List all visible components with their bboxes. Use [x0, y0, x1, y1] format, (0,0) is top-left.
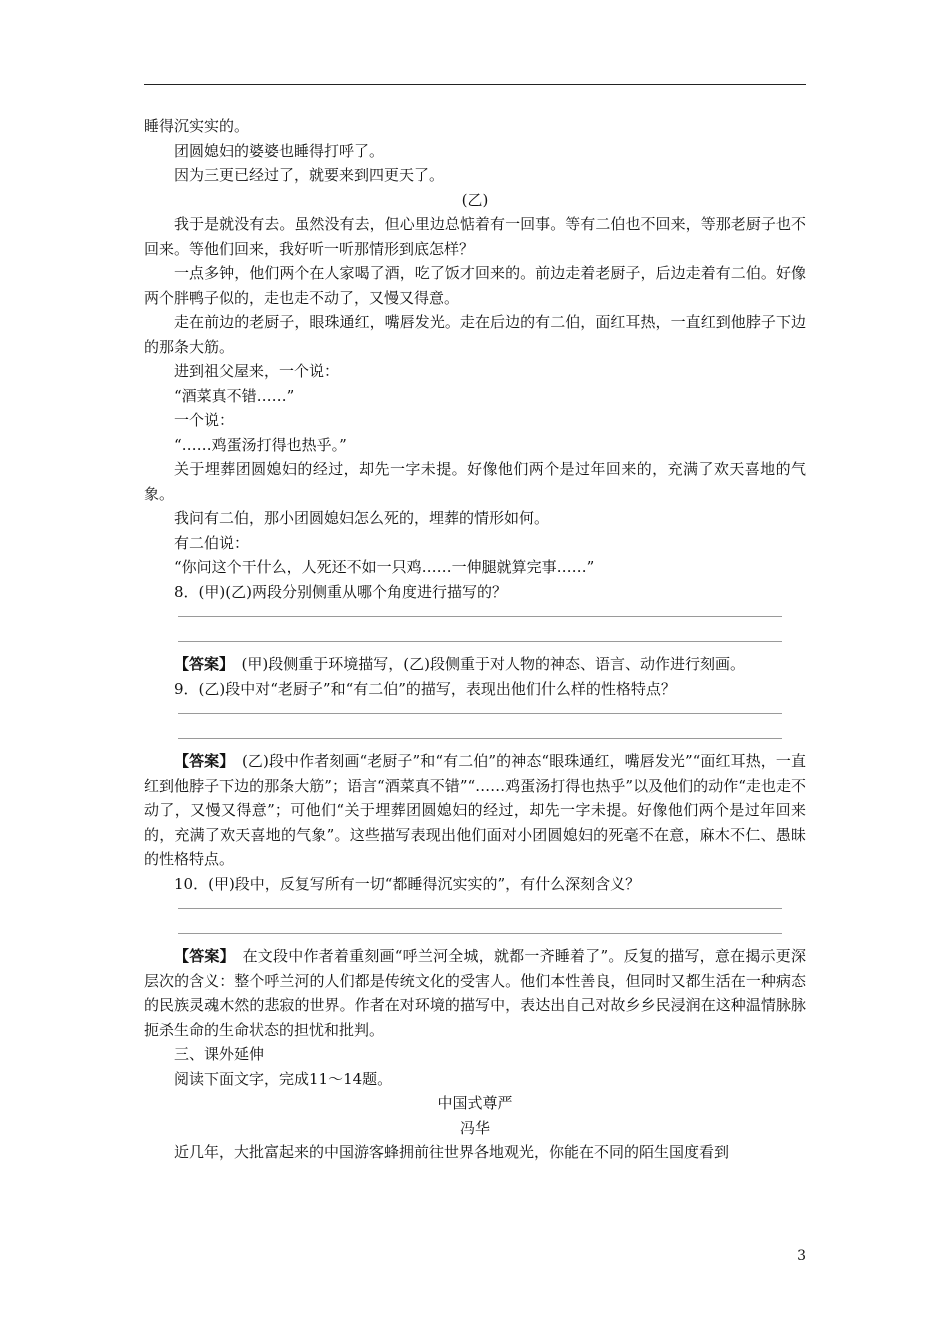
text-paragraph: 关于埋葬团圆媳妇的经过，却先一字未提。好像他们两个是过年回来的，充满了欢天喜地的气象。	[144, 460, 806, 503]
answer-blank-line	[178, 713, 782, 714]
dialogue-line: “酒菜真不错……”	[174, 386, 295, 405]
text-paragraph: 走在前边的老厨子，眼珠通红，嘴唇发光。走在后边的有二伯，面红耳热，一直红到他脖子下边的那条大筋。	[144, 313, 806, 356]
answer-label: 【答案】	[174, 655, 227, 673]
answer-blank-line	[178, 933, 782, 934]
section-3-instruction: 阅读下面文字，完成11～14题。	[174, 1069, 393, 1088]
document-body	[144, 114, 806, 1165]
answer-9	[144, 749, 806, 872]
text-paragraph: 睡得沉实实的。	[144, 117, 250, 135]
header-rule	[144, 84, 806, 85]
answer-label: 【答案】	[174, 947, 228, 965]
answer-label: 【答案】	[174, 752, 227, 770]
answer-8	[144, 652, 806, 677]
text-paragraph: 因为三更已经过了，就要来到四更天了。	[174, 166, 445, 184]
article-title: 中国式尊严	[437, 1094, 513, 1112]
answer-text: (乙)段中作者刻画“老厨子”和“有二伯”的神态“眼珠通红，嘴唇发光”“面红耳热，一直红到他脖子下边的那条大筋”；语言“酒菜真不错”“……鸡蛋汤打得也热乎”以及他们的动作“走也走不动了，又慢又得意”；可他们“关于埋葬团圆媳妇的经过，却先一字未提。好像他们两个是过年回来的，充满了欢天喜地的气象”。这些描写表现出他们面对小团圆媳妇的死毫不在意，麻木不仁、愚昧的性格特点。	[144, 752, 806, 868]
question-9: 9．(乙)段中对“老厨子”和“有二伯”的描写，表现出他们什么样的性格特点？	[174, 679, 676, 698]
text-paragraph: 有二伯说：	[174, 533, 250, 552]
answer-blank-line	[178, 641, 782, 642]
article-paragraph: 近几年，大批富起来的中国游客蜂拥前往世界各地观光，你能在不同的陌生国度看到	[174, 1143, 730, 1161]
page-number: 3	[797, 1248, 806, 1264]
question-8: 8．(甲)(乙)两段分别侧重从哪个角度进行描写的？	[174, 582, 507, 601]
section-yi-heading: (乙)	[461, 190, 489, 209]
answer-text: (甲)段侧重于环境描写，(乙)段侧重于对人物的神态、语言、动作进行刻画。	[241, 655, 745, 673]
text-paragraph: 一个说：	[174, 411, 235, 429]
text-paragraph: 进到祖父屋来，一个说：	[174, 362, 340, 380]
answer-blank-line	[178, 908, 782, 909]
text-paragraph: 一点多钟，他们两个在人家喝了酒，吃了饭才回来的。前边走着老厨子，后边走着有二伯。好像两个胖鸭子似的，走也走不动了，又慢又得意。	[144, 264, 806, 307]
dialogue-line: “……鸡蛋汤打得也热乎。”	[174, 435, 347, 454]
article-author: 冯华	[459, 1118, 490, 1137]
answer-text: 在文段中作者着重刻画“呼兰河全城，就都一齐睡着了”。反复的描写，意在揭示更深层次的含义：整个呼兰河的人们都是传统文化的受害人。他们本性善良，但同时又都生活在一种病态的民族灵魂木然的悲寂的世界。作者在对环境的描写中，表达出自己对故乡乡民浸润在这种温情脉脉扼杀生命的生命状态的担忧和批判。	[144, 947, 806, 1039]
answer-blank-line	[178, 616, 782, 617]
section-3-heading: 三、课外延伸	[174, 1045, 265, 1063]
dialogue-line: “你问这个干什么，人死还不如一只鸡……一伸腿就算完事……”	[174, 558, 595, 576]
answer-blank-line	[178, 738, 782, 739]
text-paragraph: 团圆媳妇的婆婆也睡得打呼了。	[174, 141, 385, 160]
text-paragraph: 我于是就没有去。虽然没有去，但心里边总惦着有一回事。等有二伯也不回来，等那老厨子也不回来。等他们回来，我好听一听那情形到底怎样？	[144, 215, 806, 258]
text-paragraph: 我问有二伯，那小团圆媳妇怎么死的，埋葬的情形如何。	[174, 509, 550, 527]
answer-10	[144, 944, 806, 1042]
question-10: 10．(甲)段中，反复写所有一切“都睡得沉实实的”，有什么深刻含义？	[174, 874, 641, 893]
